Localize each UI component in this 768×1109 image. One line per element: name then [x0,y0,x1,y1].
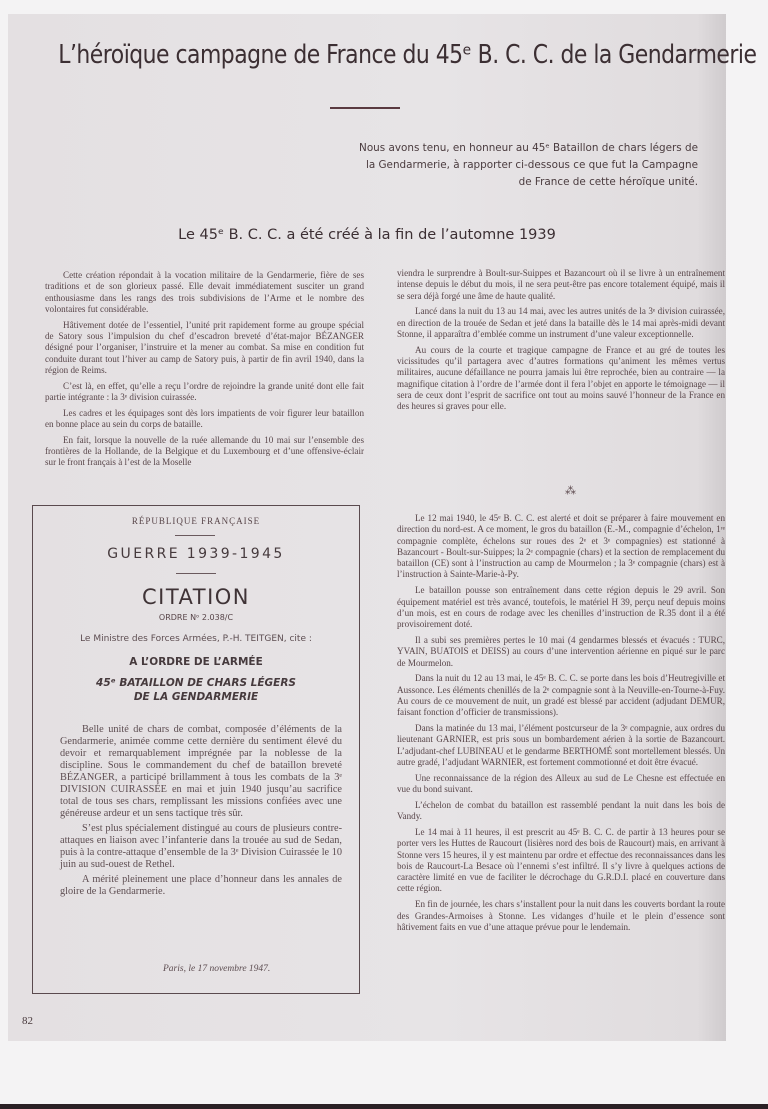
paragraph: C’est là, en effet, qu’elle a reçu l’ordre de rejoindre la grande unité dont elle fait partie intégrante : la 3ᵉ division cuirassée. [45,380,364,402]
paragraph: S’est plus spécialement distingué au cours de plusieurs contre-attaques en liaison avec l’infanterie dans la trouée au sud de Sedan, puis à la contre-attaque d’ensemble de la 3ᵉ Division Cuirassée le 10 juin au sud-ouest de Rethel. [60,823,342,870]
left-column-text [45,270,364,473]
paragraph: En fin de journée, les chars s’installent pour la nuit dans les couverts bordant la route des Grandes-Armoises à Stonne. Les vidanges d’huile et le plein d’essence sont hâtivement faits en vue d’une attaque prévue pour le lendemain. [397,899,725,932]
citation-unit-line: 45ᵉ BATAILLON DE CHARS LÉGERS [96,677,296,689]
paragraph: Les cadres et les équipages sont dès lors impatients de voir figurer leur bataillon en bonne place au sein du corps de bataille. [45,407,364,430]
citation-republique: RÉPUBLIQUE FRANÇAISE [131,516,261,526]
paragraph: A mérité pleinement une place d’honneur dans les annales de gloire de la Gendarmerie. [60,874,342,897]
intro-paragraph: Nous avons tenu, en honneur au 45ᵉ Bataillon de chars légers de la Gendarmerie, à rapporter ci-dessous ce que fut la Campagne de France de cette héroïque unité. [359,142,698,188]
citation-a-lordre: A L’ORDRE DE L’ARMÉE [129,656,263,668]
scanned-page [8,14,757,1041]
citation-ministre: Le Ministre des Forces Armées, P.-H. TEITGEN, cite : [80,634,312,644]
right-column-top-text [397,268,725,417]
citation-signature: Paris, le 17 novembre 1947. [163,964,271,974]
citation-ordre: ORDRE Nᵒ 2.038/C [158,613,234,622]
citation-divider [176,573,216,574]
paragraph: Il a subi ses premières pertes le 10 mai (4 gendarmes blessés et évacués : TURC, YVAIN, BUATOIS et DEISS) au cours d’une intervention aérienne en piqué sur le parc de Mourmelon. [397,634,725,668]
title-divider [330,107,400,109]
paragraph: Le 14 mai à 11 heures, il est prescrit au 45ᵉ B. C. C. de partir à 13 heures pour se porter vers les Huttes de Raucourt (lisières nord des bois de Raucourt) mais, en arrivant à Stonne vers 15 heures, il y est maintenu par ordre et effectue des reconnaissances dans les bois de Raucourt-La Besace où l’ennemi s’est infiltré. Il s’y livre à quelques actions de caractère limité en vue de faciliter le décrochage du G.R.D.I. placé en couverture dans cette région. [397,826,725,894]
paragraph: Une reconnaissance de la région des Alleux au sud de Le Chesne est effectuée en vue du bond suivant. [397,772,725,795]
citation-unit [33,676,359,704]
citation-heading: CITATION [141,585,251,609]
paragraph: Au cours de la courte et tragique campagne de France et au gré de toutes les vicissitudes qu’il partagera avec d’autres formations qu’animent les mêmes vertus militaires, aucune défaillance ne pourra jamais lui être reprochée, bien au contraire — la magnifique citation à l’ordre de l’armée dont il fera l’objet en apporte le témoignage — il sera de ceux dont l’esprit de sacrifice ont tout au moins sauvé l’honneur de la France en des heures si graves pour elle. [397,344,725,412]
paragraph: Hâtivement dotée de l’essentiel, l’unité prit rapidement forme au groupe spécial de Satory sous l’impulsion du chef d’escadron breveté d’état-major BÉZANGER désigné pour l’organiser, l’instruire et la mener au combat. Sa mise en condition fut conduite durant tout l’hiver au camp de Satory puis, à partir de fin avril 1940, dans la région de Reims. [45,319,364,375]
paragraph: Cette création répondait à la vocation militaire de la Gendarmerie, fière de ses traditions et de son glorieux passé. Elle devait immédiatement susciter un grand enthousiasme dans les rangs des trois subdivisions de l’Arme et le nombre des volontaires fut considérable. [45,270,364,314]
citation-divider [175,535,215,536]
page-number: 82 [22,1015,33,1027]
paragraph: En fait, lorsque la nouvelle de la ruée allemande du 10 mai sur l’ensemble des frontières de la Hollande, de la Belgique et du Luxembourg et d’une offensive-éclair sur le front français à l’est de la Moselle [45,434,364,468]
section-heading: Le 45ᵉ B. C. C. a été créé à la fin de l’automne 1939 [178,227,556,243]
citation-guerre: GUERRE 1939-1945 [107,546,285,562]
paragraph: L’échelon de combat du bataillon est rassemblé pendant la nuit dans les bois de Vandy. [397,799,725,822]
article-title: L’héroïque campagne de France du 45ᵉ B. C. C. de la Gendarmerie [58,40,757,70]
citation-box [32,505,360,994]
paragraph: Lancé dans la nuit du 13 au 14 mai, avec les autres unités de la 3ᵉ division cuirassée, en direction de la trouée de Sedan et jeté dans la bataille dès le 14 mai après-midi devant Stonne, il apparaîtra d’emblée comme un instrument d’une valeur exceptionnelle. [397,306,725,339]
paragraph: Le 12 mai 1940, le 45ᵉ B. C. C. est alerté et doit se préparer à faire mouvement en direction du nord-est. A ce moment, le gros du bataillon (E.-M., compagnie d’échelon, 1ʳᵉ compagnie complète, échelons sur roues des 2ᵉ et 3ᵉ compagnies) est stationné à Bazancourt - Boult-sur-Suippes; la 2ᵉ compagnie (chars) et la section de remplacement du bataillon (CE) sont à l’instruction au camp de Mourmelon ; la 3ᵉ compagnie (chars) est à l’instruction à Sainte-Marie-à-Py. [397,513,725,580]
paragraph: viendra le surprendre à Boult-sur-Suippes et Bazancourt où il se livre à un entraînement intense depuis le début du mois, il ne sera peut-être pas encore totalement équipé, mais il se sera déjà forgé une âme de haute qualité. [397,268,725,301]
citation-unit-line: DE LA GENDARMERIE [133,691,259,703]
scan-edge [0,1104,768,1109]
citation-body [60,724,342,901]
asterism-ornament-icon: ⁂ [565,484,576,497]
paragraph: Dans la matinée du 13 mai, l’élément postcurseur de la 3ᵉ compagnie, aux ordres du lieutenant GARNIER, est pris sous un bombardement aérien à la sortie de Bazancourt. L’adjudant-chef LUBINEAU et le gendarme BERTHOMÉ sont mortellement blessés. Un autre gradé, l’adjudant WARNIER, est fortement commotionné et doit être évacué. [397,723,725,767]
paragraph: Dans la nuit du 12 au 13 mai, le 45ᵉ B. C. C. se porte dans les bois d’Heutregiville et Aussonce. Les éléments chenillés de la 2ᵉ compagnie sont à la Neuville-en-Tourne-à-Fuy. Au cours de ce mouvement de nuit, un gradé est blessé par accident (adjudant DEMUR, faisant fonction d’officier de transmissions). [397,673,725,718]
paragraph: Belle unité de chars de combat, composée d’éléments de la Gendarmerie, animée comme cette dernière du sentiment élevé du devoir et remarquablement imprégnée par la noblesse de la discipline. Sous le commandement du chef de bataillon breveté BÉZANGER, a participé brillamment à tous les combats de la 3ᵉ DIVISION CUIRASSÉE en mai et juin 1940 jusqu’au sacrifice total de tous ses chars, remplissant les missions confiées avec une généreuse ardeur et un sens tactique très sûr. [60,724,342,819]
paragraph: Le bataillon pousse son entraînement dans cette région depuis le 29 avril. Son équipement matériel est très avancé, toutefois, le matériel H 39, perçu neuf depuis moins d’un mois, est en cours de rodage avec les chenilles d’instruction de R.35 dont il a été provisoirement doté. [397,585,725,630]
right-column-bottom-text [397,513,725,938]
